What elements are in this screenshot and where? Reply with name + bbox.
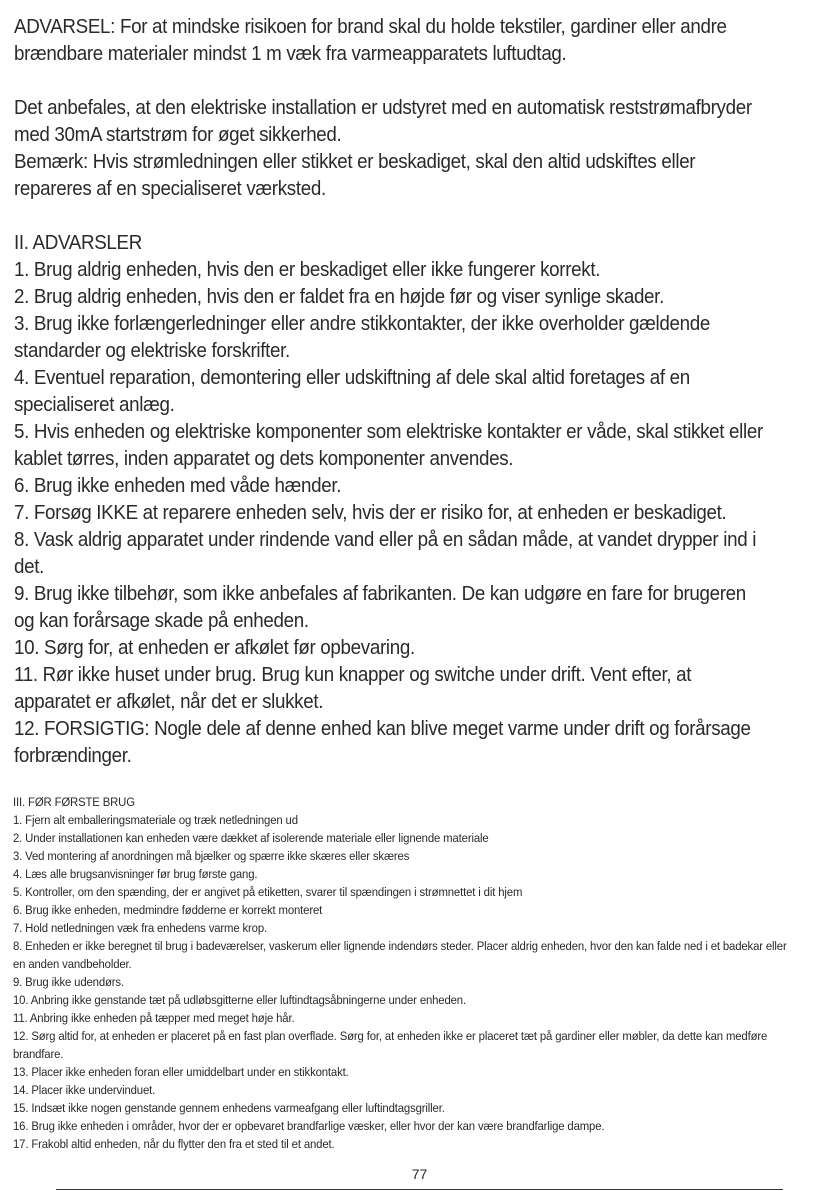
instruction-item: 7. Hold netledningen væk fra enhedens varme krop.	[13, 921, 268, 935]
warning-item: 9. Brug ikke tilbehør, som ikke anbefales af fabrikanten. De kan udgøre en fare for brugeren og kan forårsage skade på enheden.	[14, 583, 746, 632]
paragraph-gap	[14, 68, 769, 95]
warning-item: 11. Rør ikke huset under brug. Brug kun knapper og switche under drift. Vent efter, at apparatet er afkølet, når det er slukket.	[14, 664, 692, 713]
warning-item: 5. Hvis enheden og elektriske komponenter som elektriske kontakter er våde, skal stikket eller kablet tørres, inden apparatet og dets komponenter anvendes.	[14, 421, 763, 470]
instruction-item: 10. Anbring ikke genstande tæt på udløbsgitterne eller luftindtagsåbningerne under enheden.	[13, 993, 466, 1007]
warning-item: 4. Eventuel reparation, demontering eller udskiftning af dele skal altid foretages af en specialiseret anlæg.	[14, 367, 690, 416]
instruction-item: 1. Fjern alt emballeringsmateriale og træk netledningen ud	[13, 813, 298, 827]
warning-item: 6. Brug ikke enheden med våde hænder.	[14, 475, 342, 497]
warning-item: 8. Vask aldrig apparatet under rindende vand eller på en sådan måde, at vandet drypper ind i det.	[14, 529, 757, 578]
instruction-item: 12. Sørg altid for, at enheden er placeret på en fast plan overflade. Sørg for, at enheden ikke er placeret tæt på gardiner eller møbler, da dette kan medføre brandfare.	[13, 1029, 768, 1061]
instruction-item: 4. Læs alle brugsanvisninger før brug første gang.	[13, 867, 258, 881]
warning-item: 12. FORSIGTIG: Nogle dele af denne enhed kan blive meget varme under drift og forårsage forbrændinger.	[14, 718, 751, 767]
instruction-item: 3. Ved montering af anordningen må bjælker og spærre ikke skæres eller skæres	[13, 849, 410, 863]
instruction-item: 6. Brug ikke enheden, medmindre fødderne er korrekt monteret	[13, 903, 323, 917]
before-first-use-heading: III. FØR FØRSTE BRUG	[13, 795, 135, 809]
power-cord-note-paragraph: Bemærk: Hvis strømledningen eller stikket er beskadiget, skal den altid udskiftes eller repareres af en specialiseret værksted.	[14, 151, 696, 200]
instruction-item: 8. Enheden er ikke beregnet til brug i badeværelser, vaskerum eller lignende indendørs steder. Placer aldrig enheden, hvor den kan falde ned i et badekar eller en anden vandbeholder.	[13, 939, 787, 971]
instruction-item: 2. Under installationen kan enheden være dækket af isolerende materiale eller lignende materiale	[13, 831, 489, 845]
rcd-recommendation-paragraph: Det anbefales, at den elektriske installation er udstyret med en automatisk reststrømafbryder med 30mA startstrøm for øget sikkerhed.	[14, 97, 752, 146]
before-first-use-section	[13, 793, 794, 1153]
warning-item: 1. Brug aldrig enheden, hvis den er beskadiget eller ikke fungerer korrekt.	[14, 259, 601, 281]
paragraph-gap	[14, 203, 769, 230]
page-number: 77	[411, 1166, 428, 1182]
warning-item: 10. Sørg for, at enheden er afkølet før opbevaring.	[14, 637, 415, 659]
instruction-item: 14. Placer ikke undervinduet.	[13, 1083, 156, 1097]
fire-warning-paragraph: ADVARSEL: For at mindske risikoen for brand skal du holde tekstiler, gardiner eller andre brændbare materialer mindst 1 m væk fra varmeapparatets luftudtag.	[14, 16, 727, 65]
instruction-item: 15. Indsæt ikke nogen genstande gennem enhedens varmeafgang eller luftindtagsgriller.	[13, 1101, 445, 1115]
intro-section	[14, 14, 769, 770]
instruction-item: 9. Brug ikke udendørs.	[13, 975, 124, 989]
instruction-item: 16. Brug ikke enheden i områder, hvor der er opbevaret brandfarlige væsker, eller hvor der kan være brandfarlige dampe.	[13, 1119, 605, 1133]
warning-item: 3. Brug ikke forlængerledninger eller andre stikkontakter, der ikke overholder gældende standarder og elektriske forskrifter.	[14, 313, 710, 362]
warnings-heading: II. ADVARSLER	[14, 232, 142, 254]
instruction-item: 17. Frakobl altid enheden, når du flytter den fra et sted til et andet.	[13, 1137, 335, 1151]
footer-divider	[56, 1189, 783, 1190]
warning-item: 2. Brug aldrig enheden, hvis den er faldet fra en højde før og viser synlige skader.	[14, 286, 664, 308]
instruction-item: 11. Anbring ikke enheden på tæpper med meget høje hår.	[13, 1011, 295, 1025]
instruction-item: 5. Kontroller, om den spænding, der er angivet på etiketten, svarer til spændingen i strømnettet i dit hjem	[13, 885, 523, 899]
instruction-item: 13. Placer ikke enheden foran eller umiddelbart under en stikkontakt.	[13, 1065, 349, 1079]
warning-item: 7. Forsøg IKKE at reparere enheden selv, hvis der er risiko for, at enheden er beskadiget.	[14, 502, 727, 524]
